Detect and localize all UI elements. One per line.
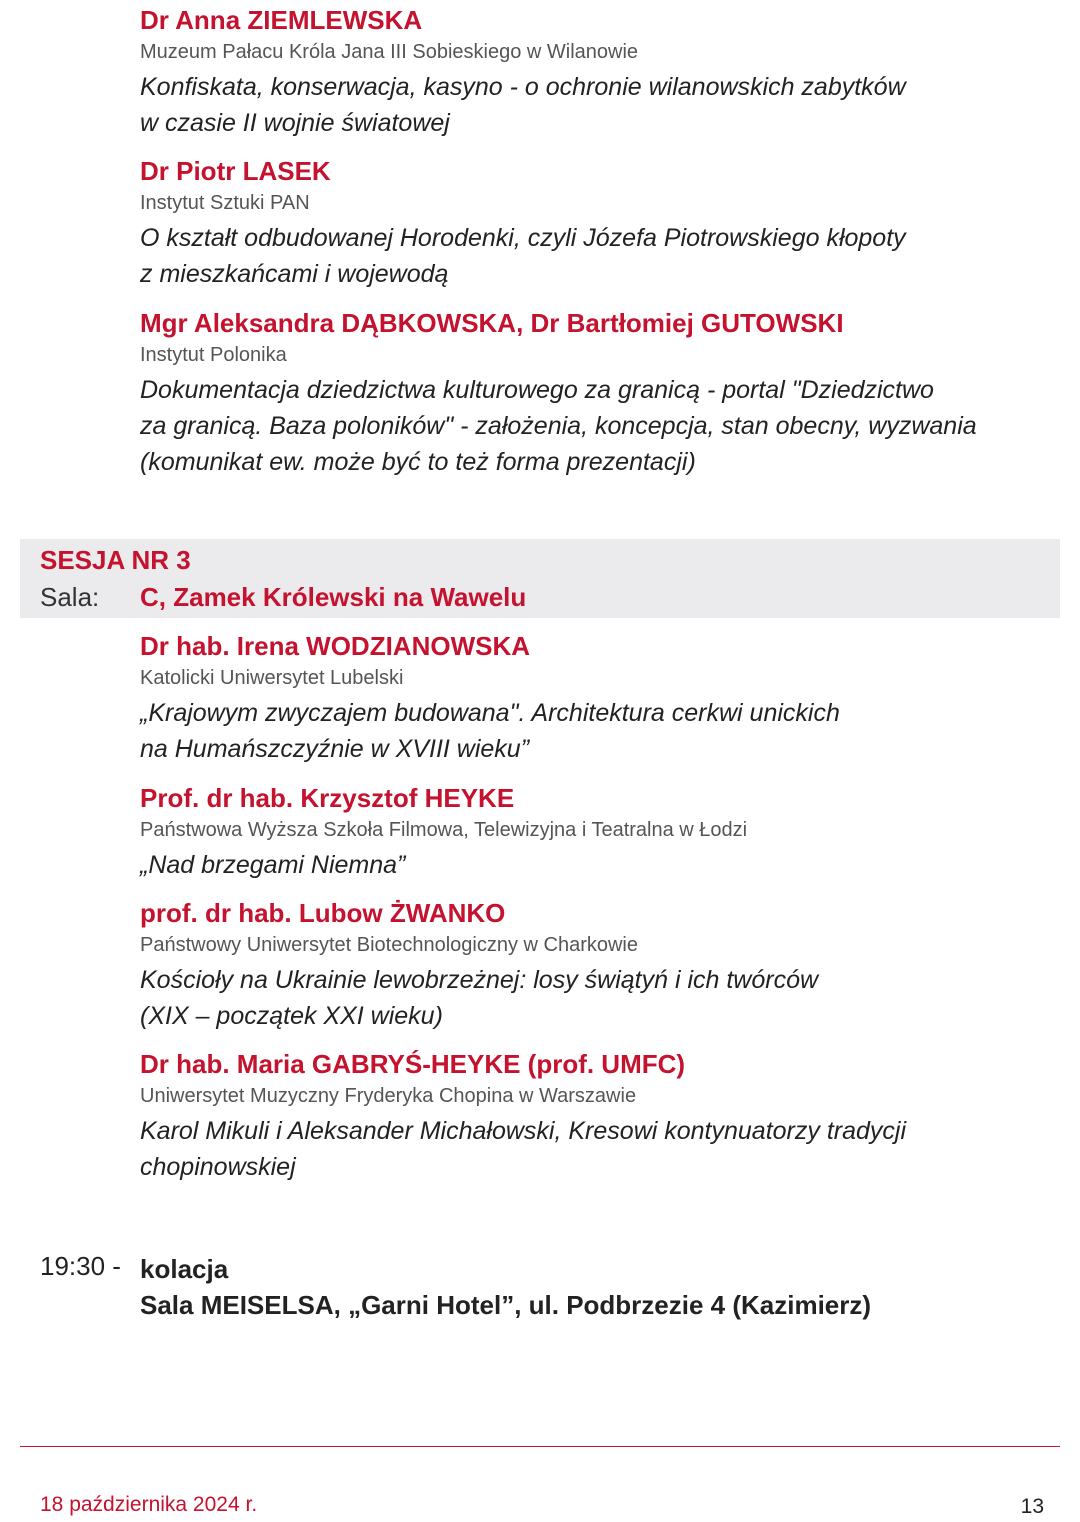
- dinner-title: kolacja: [140, 1254, 229, 1284]
- dinner-time: 19:30 -: [40, 1251, 121, 1281]
- page-number: 13: [1020, 1495, 1044, 1518]
- speaker-institution: Państwowy Uniwersytet Biotechnologiczny w Charkowie: [140, 934, 638, 956]
- talk-title: [140, 372, 1040, 480]
- speaker-name: Dr hab. Irena WODZIANOWSKA: [140, 631, 531, 661]
- talk-ziemlewska: [140, 5, 1040, 141]
- room-value: C, Zamek Królewski na Wawelu: [140, 582, 527, 612]
- talk-title-line: Konfiskata, konserwacja, kasyno - o ochronie wilanowskich zabytków: [140, 73, 906, 101]
- speaker-institution: Państwowa Wyższa Szkoła Filmowa, Telewizyjna i Teatralna w Łodzi: [140, 819, 748, 841]
- footer-date: 18 października 2024 r.: [40, 1493, 258, 1516]
- talk-title: [140, 847, 1040, 883]
- talk-title-line: Kościoły na Ukrainie lewobrzeżnej: losy świątyń i ich twórców: [140, 966, 819, 994]
- speaker-name: prof. dr hab. Lubow ŻWANKO: [140, 898, 506, 928]
- speaker-institution: Uniwersytet Muzyczny Fryderyka Chopina w Warszawie: [140, 1085, 637, 1107]
- talk-title-line: z mieszkańcami i wojewodą: [140, 260, 449, 288]
- talk-title: [140, 220, 1040, 292]
- talk-title-line: za granicą. Baza poloników" - założenia, koncepcja, stan obecny, wyzwania: [140, 412, 977, 440]
- talk-wodzianowska: [140, 631, 1040, 767]
- dinner-location: Sala MEISELSA, „Garni Hotel”, ul. Podbrzezie 4 (Kazimierz): [140, 1290, 872, 1320]
- talk-title-line: na Humańszczyźnie w XVIII wieku”: [140, 735, 530, 763]
- talk-dabkowska-gutowski: [140, 308, 1040, 480]
- talk-heyke: [140, 783, 1040, 883]
- talk-title-line: (komunikat ew. może być to też forma prezentacji): [140, 448, 696, 476]
- talk-lasek: [140, 156, 1040, 292]
- talk-title-line: chopinowskiej: [140, 1153, 296, 1181]
- session-label: SESJA NR 3: [40, 545, 191, 575]
- speaker-name: Prof. dr hab. Krzysztof HEYKE: [140, 783, 515, 813]
- talk-title-line: O kształt odbudowanej Horodenki, czyli Józefa Piotrowskiego kłopoty: [140, 224, 906, 252]
- talk-title-line: (XIX – początek XXI wieku): [140, 1002, 443, 1030]
- talk-title-line: „Krajowym zwyczajem budowana". Architektura cerkwi unickich: [140, 699, 840, 727]
- speaker-name: Dr hab. Maria GABRYŚ-HEYKE (prof. UMFC): [140, 1049, 686, 1079]
- talk-title: [140, 1113, 1040, 1185]
- talk-title-line: Dokumentacja dziedzictwa kulturowego za granicą - portal "Dziedzictwo: [140, 376, 934, 404]
- talk-title: [140, 695, 1040, 767]
- talk-title-line: w czasie II wojnie światowej: [140, 109, 450, 137]
- talk-title: [140, 69, 1040, 141]
- speaker-institution: Instytut Sztuki PAN: [140, 192, 310, 214]
- speaker-name: Dr Piotr LASEK: [140, 156, 331, 186]
- talk-title-line: „Nad brzegami Niemna”: [140, 851, 406, 879]
- speaker-institution: Muzeum Pałacu Króla Jana III Sobieskiego w Wilanowie: [140, 41, 639, 63]
- talk-title-line: Karol Mikuli i Aleksander Michałowski, Kresowi kontynuatorzy tradycji: [140, 1117, 907, 1145]
- talk-title: [140, 962, 1040, 1034]
- speaker-name: Dr Anna ZIEMLEWSKA: [140, 5, 423, 35]
- room-label: Sala:: [40, 582, 100, 612]
- speaker-institution: Instytut Polonika: [140, 344, 287, 366]
- talk-gabrys-heyke: [140, 1049, 1040, 1185]
- speaker-institution: Katolicki Uniwersytet Lubelski: [140, 667, 404, 689]
- dinner-event: [140, 1251, 871, 1323]
- talk-zwanko: [140, 898, 1040, 1034]
- speaker-name: Mgr Aleksandra DĄBKOWSKA, Dr Bartłomiej GUTOWSKI: [140, 308, 844, 338]
- footer-divider: [20, 1446, 1060, 1447]
